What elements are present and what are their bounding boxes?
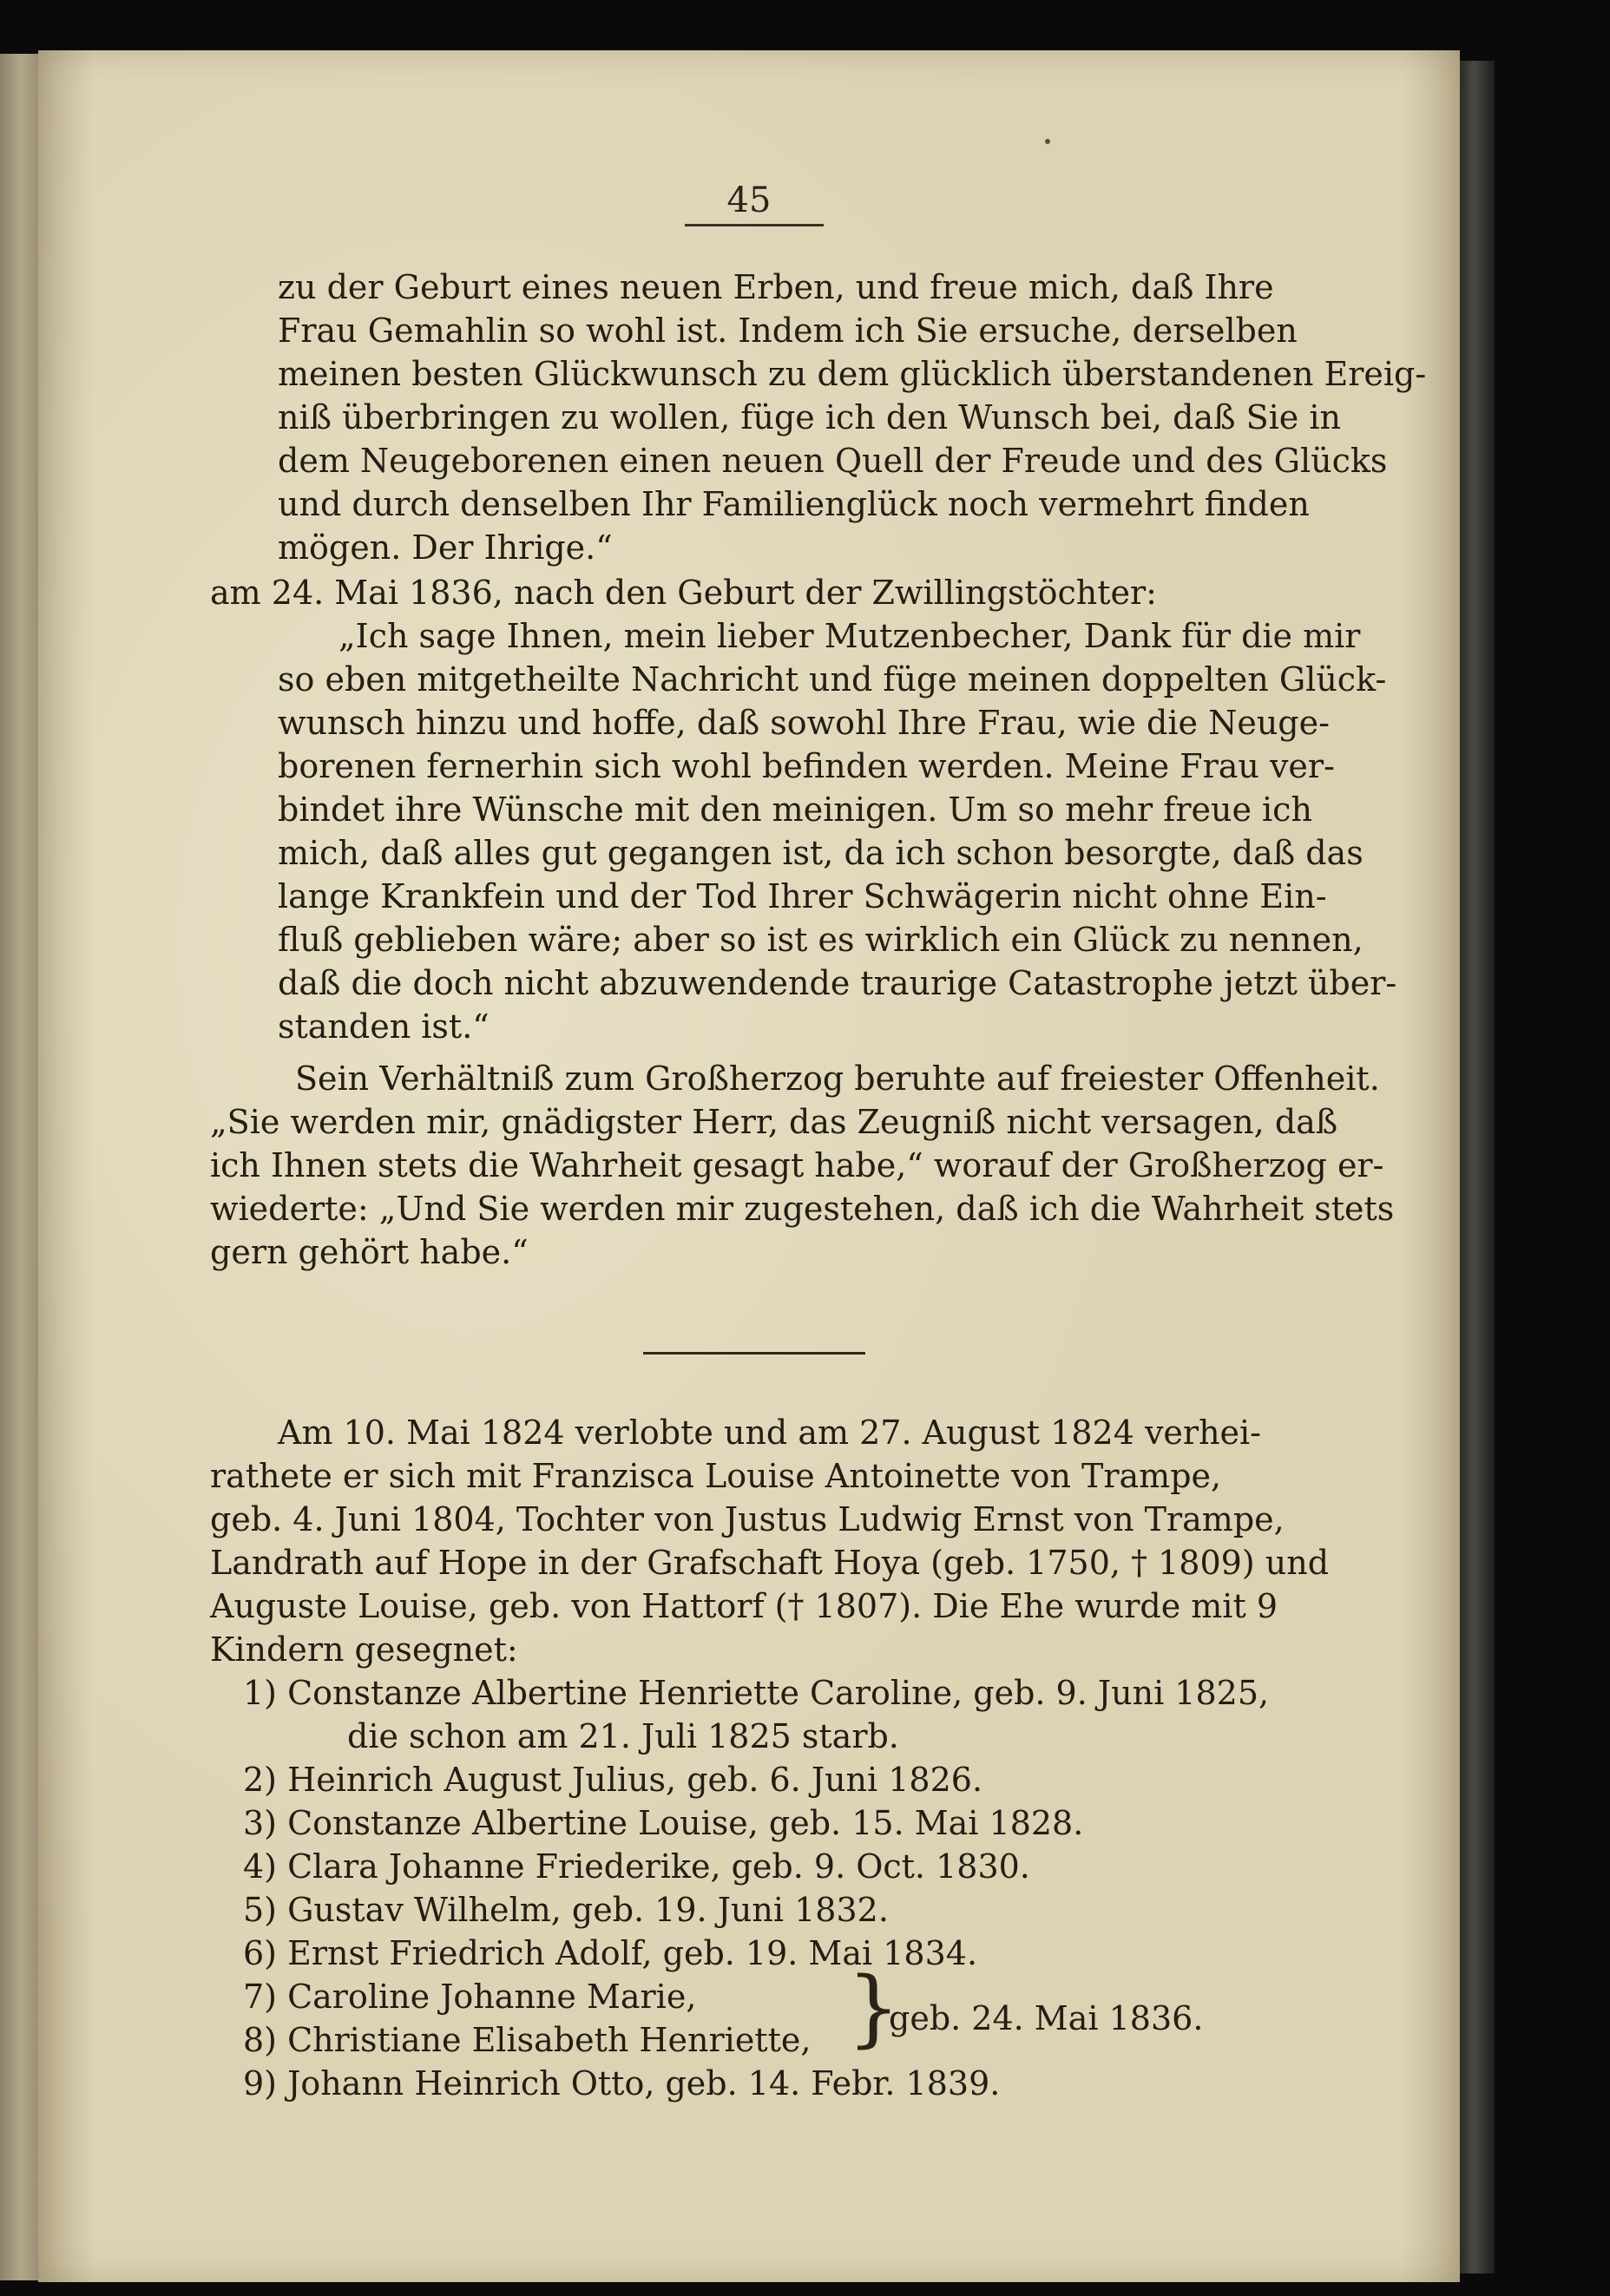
body-line: Sein Verhältniß zum Großherzog beruhte auf freiester Offenheit. [295, 1059, 1380, 1098]
body-line: standen ist.“ [278, 1007, 490, 1046]
body-line: und durch denselben Ihr Familienglück noch vermehrt finden [278, 485, 1310, 523]
book-page [38, 50, 1460, 2282]
body-line: so eben mitgetheilte Nachricht und füge meinen doppelten Glück- [278, 660, 1387, 699]
body-line: ich Ihnen stets die Wahrheit gesagt habe,“ worauf der Großherzog er- [210, 1146, 1384, 1184]
marriage-line: rathete er sich mit Franzisca Louise Antoinette von Trampe, [210, 1457, 1222, 1495]
body-line: „Sie werden mir, gnädigster Herr, das Zeugniß nicht versagen, daß [210, 1103, 1338, 1141]
list-item: 8) Christiane Elisabeth Henriette, [243, 2021, 812, 2059]
body-line: wunsch hinzu und hoffe, daß sowohl Ihre Frau, wie die Neuge- [278, 704, 1330, 742]
body-line: zu der Geburt eines neuen Erben, und freue mich, daß Ihre [278, 268, 1274, 306]
marriage-line: geb. 4. Juni 1804, Tochter von Justus Ludwig Ernst von Trampe, [210, 1500, 1285, 1538]
previous-page-edge [0, 54, 38, 2280]
paper-spot [1045, 139, 1050, 144]
list-item: 7) Caroline Johanne Marie, [243, 1978, 697, 2016]
marriage-line: Kindern gesegnet: [210, 1630, 518, 1669]
body-line: meinen besten Glückwunsch zu dem glücklich überstandenen Ereig- [278, 355, 1427, 393]
body-line: am 24. Mai 1836, nach den Geburt der Zwillingstöchter: [210, 574, 1157, 612]
body-line: mögen. Der Ihrige.“ [278, 528, 613, 567]
book-spine [1460, 61, 1495, 2273]
body-line: bindet ihre Wünsche mit den meinigen. Um so mehr freue ich [278, 790, 1312, 829]
list-item: die schon am 21. Juli 1825 starb. [347, 1717, 899, 1755]
marriage-line: Am 10. Mai 1824 verlobte und am 27. August 1824 verhei- [278, 1414, 1262, 1452]
page-number: 45 [726, 180, 772, 220]
marriage-line: Landrath auf Hope in der Grafschaft Hoya (geb. 1750, † 1809) und [210, 1544, 1330, 1582]
list-item: 9) Johann Heinrich Otto, geb. 14. Febr. 1839. [243, 2064, 1001, 2102]
list-item: 2) Heinrich August Julius, geb. 6. Juni 1826. [243, 1761, 983, 1799]
body-line: wiederte: „Und Sie werden mir zugestehen, daß ich die Wahrheit stets [210, 1190, 1395, 1228]
marriage-line: Auguste Louise, geb. von Hattorf († 1807). Die Ehe wurde mit 9 [210, 1587, 1278, 1625]
body-line: dem Neugeborenen einen neuen Quell der Freude und des Glücks [278, 442, 1388, 480]
body-line: gern gehört habe.“ [210, 1233, 529, 1271]
body-line: mich, daß alles gut gegangen ist, da ich schon besorgte, daß das [278, 834, 1364, 872]
list-item: 3) Constanze Albertine Louise, geb. 15. Mai 1828. [243, 1804, 1084, 1842]
body-line: lange Krankfein und der Tod Ihrer Schwägerin nicht ohne Ein- [278, 877, 1327, 915]
brace-icon: } [847, 1959, 901, 2057]
body-line: daß die doch nicht abzuwendende traurige Catastrophe jetzt über- [278, 964, 1397, 1002]
list-item: 4) Clara Johanne Friederike, geb. 9. Oct. 1830. [243, 1847, 1030, 1886]
body-line: „Ich sage Ihnen, mein lieber Mutzenbecher, Dank für die mir [338, 617, 1361, 655]
twins-date: geb. 24. Mai 1836. [889, 1999, 1204, 2037]
page-number-rule [685, 224, 824, 226]
section-divider [643, 1352, 865, 1355]
body-line: Frau Gemahlin so wohl ist. Indem ich Sie ersuche, derselben [278, 312, 1298, 350]
list-item: 1) Constanze Albertine Henriette Caroline, geb. 9. Juni 1825, [243, 1674, 1270, 1712]
body-line: fluß geblieben wäre; aber so ist es wirklich ein Glück zu nennen, [278, 921, 1364, 959]
list-item: 6) Ernst Friedrich Adolf, geb. 19. Mai 1834. [243, 1934, 978, 1972]
body-line: niß überbringen zu wollen, füge ich den Wunsch bei, daß Sie in [278, 398, 1341, 436]
list-item: 5) Gustav Wilhelm, geb. 19. Juni 1832. [243, 1891, 889, 1929]
body-line: borenen fernerhin sich wohl befinden werden. Meine Frau ver- [278, 747, 1335, 785]
